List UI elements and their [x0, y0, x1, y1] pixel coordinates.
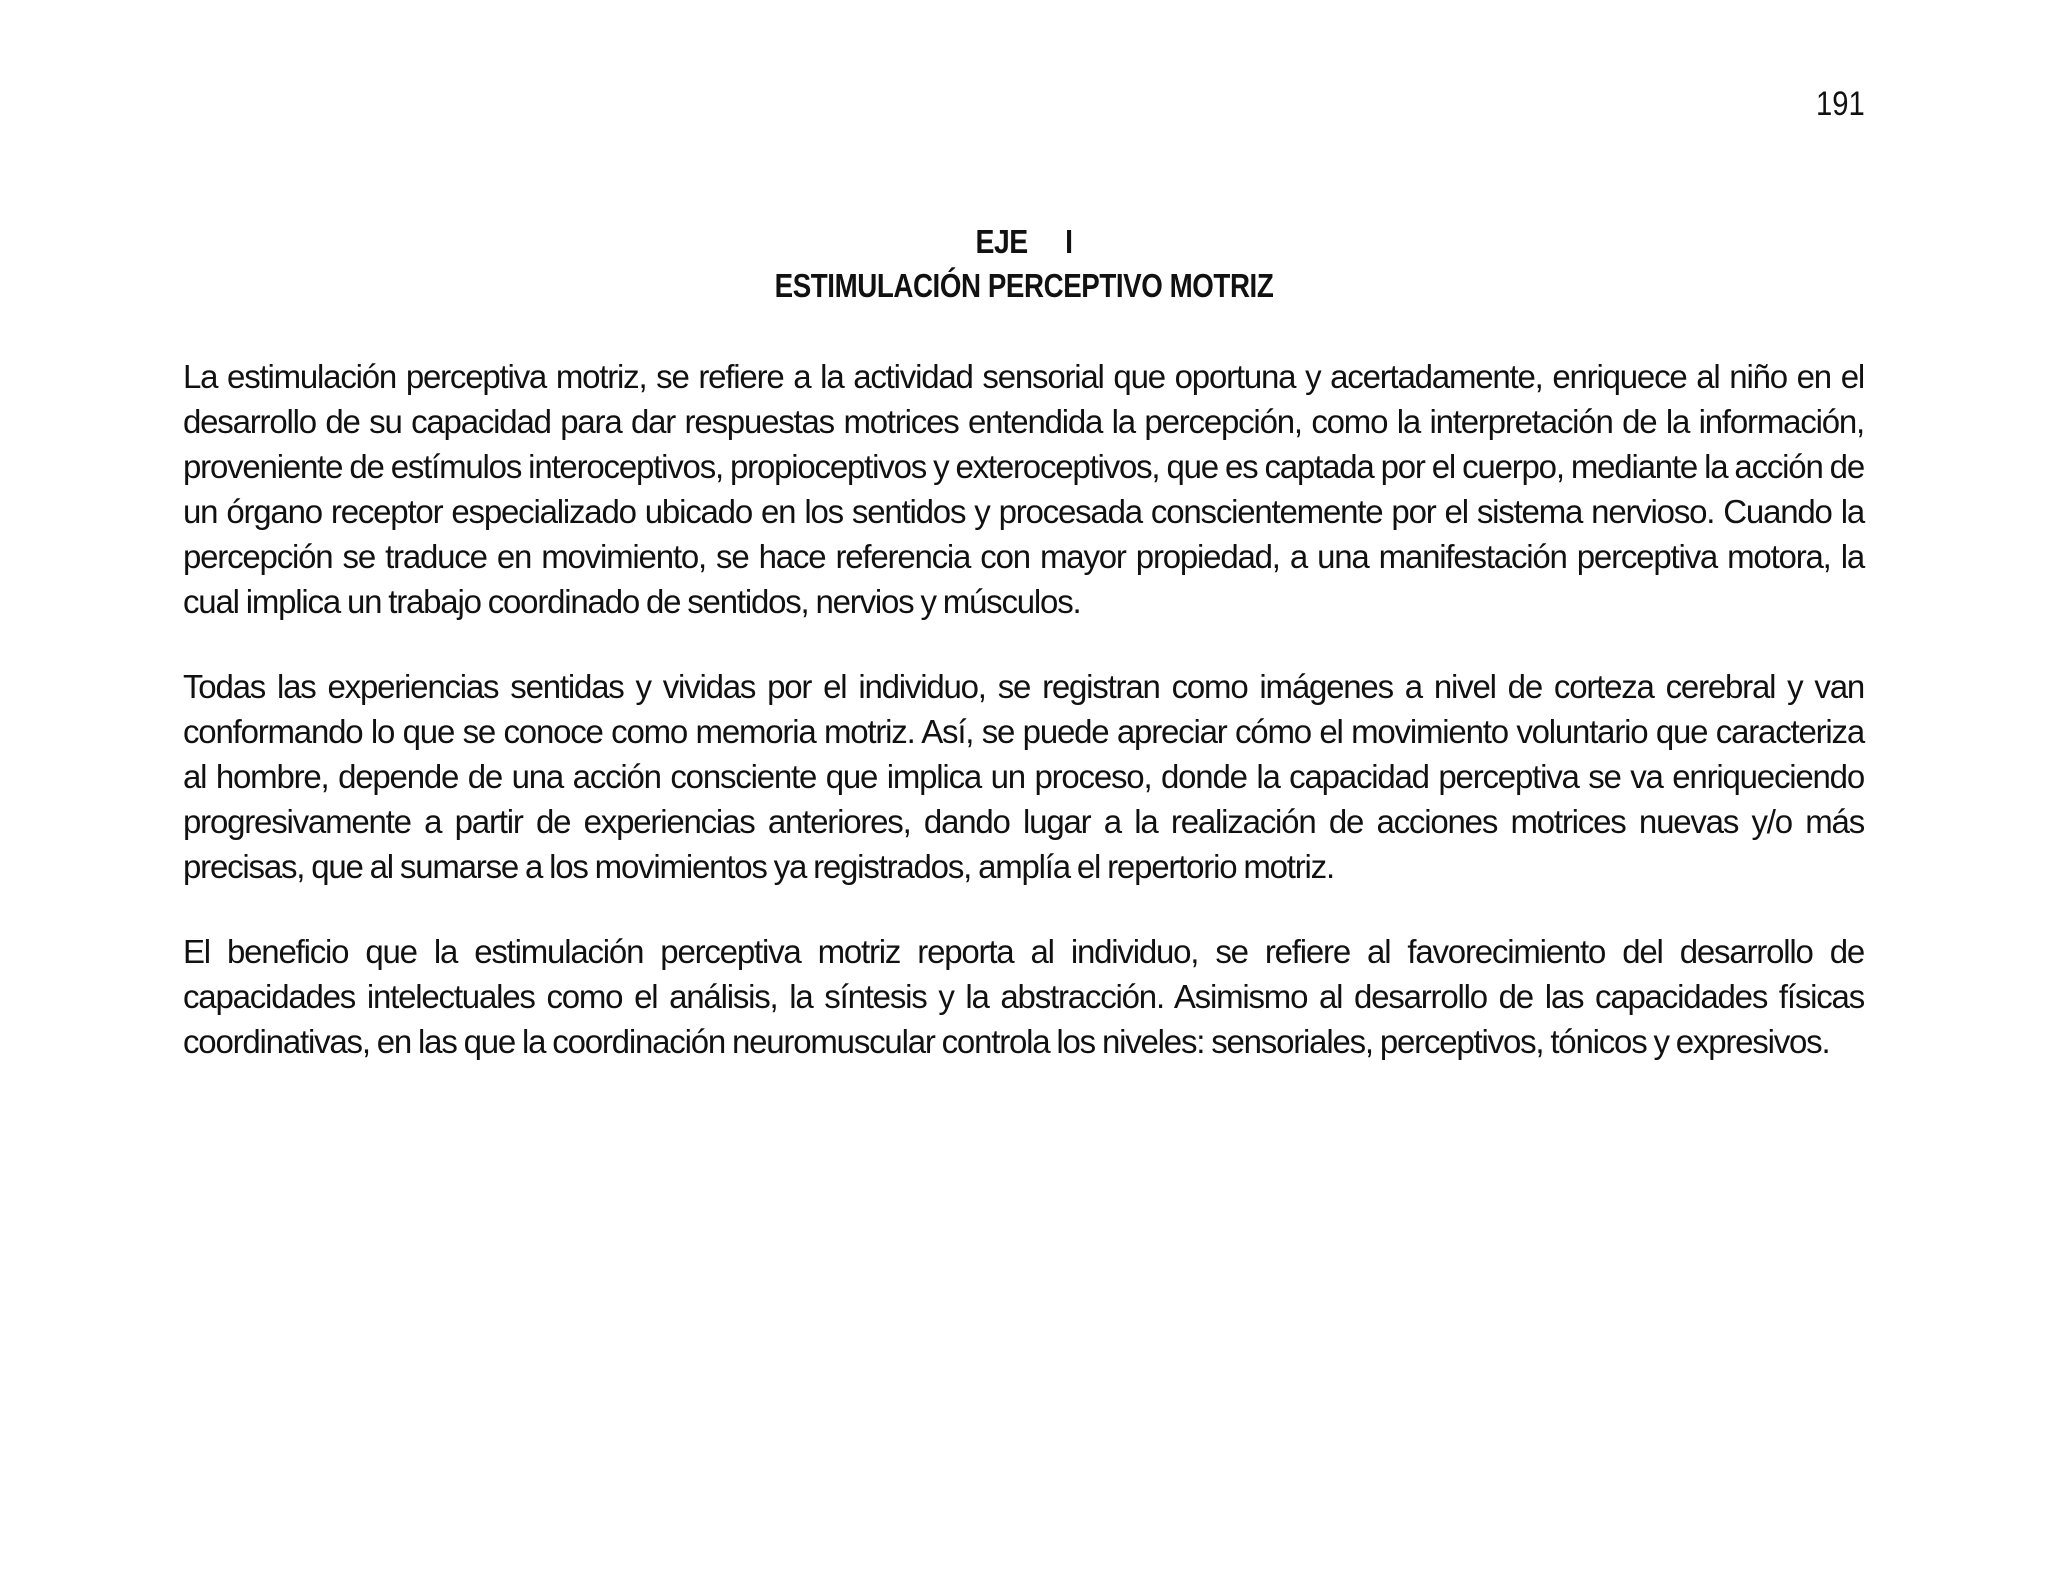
section-axis-heading: EJE I [975, 223, 1073, 260]
body-paragraph-3: El beneficio que la estimulación perceptiva motriz reporta al individuo, se refiere al favorecimiento del desarrollo de capacidades intelectuales como el análisis, la síntesis y la abstracción. Asimismo al desarrollo de las capacidades físicas coordinativas, en las que la coordinación neuromuscular controla los niveles: sensoriales, perceptivos, tónicos y expresivos. [183, 933, 1864, 1060]
page-number: 191 [1816, 85, 1865, 123]
body-paragraph-2: Todas las experiencias sentidas y vividas por el individuo, se registran como imágenes a nivel de corteza cerebral y van conformando lo que se conoce como memoria motriz. Así, se puede apreciar cómo el movimiento voluntario que caracteriza al hombre, depende de una acción consciente que implica un proceso, donde la capacidad perceptiva se va enriqueciendo progresivamente a partir de experiencias anteriores, dando lugar a la realización de acciones motrices nuevas y/o más precisas, que al sumarse a los movimientos ya registrados, amplía el repertorio motriz. [183, 668, 1864, 885]
section-title: ESTIMULACIÓN PERCEPTIVO MOTRIZ [774, 267, 1274, 304]
body-paragraph-1: La estimulación perceptiva motriz, se refiere a la actividad sensorial que oportuna y acertadamente, enriquece al niño en el desarrollo de su capacidad para dar respuestas motrices entendida la percepción, como la interpretación de la información, proveniente de estímulos interoceptivos, propioceptivos y exteroceptivos, que es captada por el cuerpo, mediante la acción de un órgano receptor especializado ubicado en los sentidos y procesada conscientemente por el sistema nervioso. Cuando la percepción se traduce en movimiento, se hace referencia con mayor propiedad, a una manifestación perceptiva motora, la cual implica un trabajo coordinado de sentidos, nervios y músculos. [183, 358, 1864, 620]
